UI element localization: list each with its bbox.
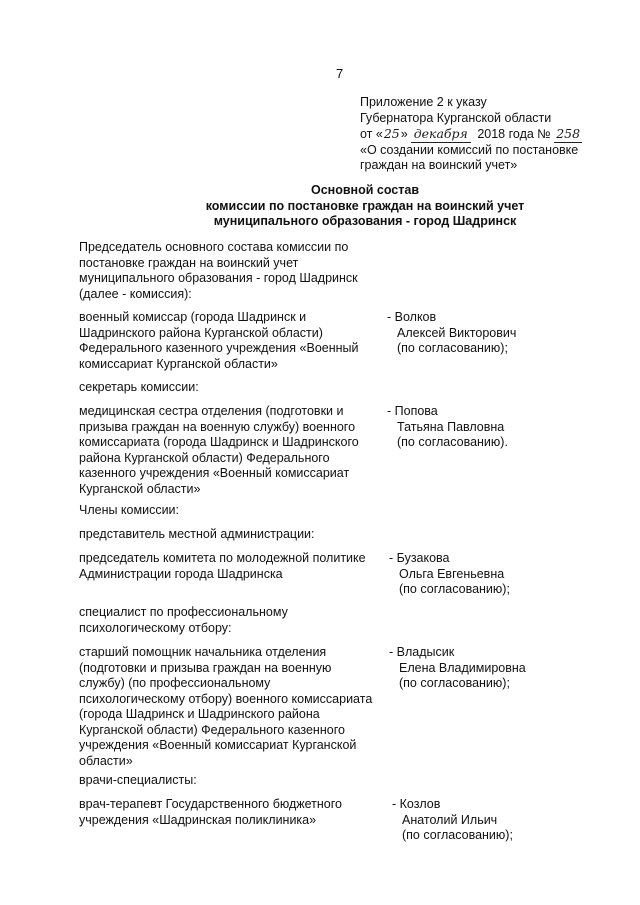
local-admin-label: представитель местной администрации: bbox=[79, 527, 315, 541]
handwritten-month: декабря bbox=[411, 126, 471, 143]
psych-label-line-2: психологическому отбору: bbox=[79, 620, 232, 635]
position-line: старший помощник начальника отделения bbox=[79, 645, 327, 659]
member-person bbox=[389, 551, 510, 598]
member-surname: - Бузакова bbox=[389, 551, 450, 565]
date-prefix: от « bbox=[360, 127, 383, 141]
position-line: военный комиссар (города Шадринск и bbox=[79, 310, 307, 324]
position-line: (города Шадринск и Шадринского района bbox=[79, 707, 320, 721]
position-line: психологическому отбору) военного комиссариата bbox=[79, 691, 373, 706]
handwritten-day: 25 bbox=[383, 126, 400, 141]
document-title bbox=[150, 183, 580, 230]
member-note: (по согласованию). bbox=[397, 435, 508, 449]
member-position bbox=[79, 310, 359, 372]
position-line: района Курганской области) Федерального bbox=[79, 450, 330, 465]
member-row bbox=[79, 645, 599, 769]
position-line: медицинская сестра отделения (подготовки и bbox=[79, 404, 344, 418]
member-row bbox=[79, 404, 599, 497]
date-mid: » bbox=[400, 127, 408, 141]
member-position bbox=[79, 645, 372, 769]
appendix-date-line bbox=[360, 126, 610, 143]
member-row bbox=[79, 551, 599, 597]
member-name: Алексей Викторович bbox=[397, 325, 517, 340]
appendix-header bbox=[360, 95, 610, 174]
member-position bbox=[79, 404, 359, 497]
position-line: Шадринского района Курганской области) bbox=[79, 325, 323, 340]
appendix-line-2: Губернатора Курганской области bbox=[360, 110, 552, 125]
position-line: Федерального казенного учреждения «Военный bbox=[79, 341, 359, 355]
title-line-2: комиссии по постановке граждан на воинский учет bbox=[205, 198, 525, 213]
member-note: (по согласованию); bbox=[397, 341, 508, 355]
appendix-line-5: граждан на воинский учет» bbox=[360, 158, 518, 172]
member-note: (по согласованию); bbox=[399, 582, 510, 596]
position-line: врач-терапевт Государственного бюджетного bbox=[79, 797, 343, 811]
position-line: комиссариат Курганской области» bbox=[79, 356, 278, 371]
members-label: Члены комиссии: bbox=[79, 503, 180, 517]
secretary-label: секретарь комиссии: bbox=[79, 380, 199, 394]
member-note: (по согласованию); bbox=[402, 828, 513, 842]
member-note: (по согласованию); bbox=[399, 676, 510, 690]
position-line: Курганской области) Федерального казенного bbox=[79, 722, 345, 737]
member-surname: - Козлов bbox=[392, 797, 441, 811]
member-name: Елена Владимировна bbox=[399, 660, 526, 675]
member-person bbox=[387, 404, 508, 451]
position-line: Администрации города Шадринска bbox=[79, 566, 283, 581]
doctors-label: врачи-специалисты: bbox=[79, 773, 197, 787]
position-line: казенного учреждения «Военный комиссариат bbox=[79, 466, 350, 480]
position-line: председатель комитета по молодежной политике bbox=[79, 551, 366, 565]
member-row bbox=[79, 310, 599, 372]
member-name: Татьяна Павловна bbox=[397, 419, 505, 434]
member-surname: - Попова bbox=[387, 404, 438, 418]
position-line: учреждения «Шадринская поликлиника» bbox=[79, 812, 317, 827]
position-line: области» bbox=[79, 753, 133, 768]
appendix-line-4: «О создании комиссий по постановке bbox=[360, 142, 579, 157]
page-number: 7 bbox=[336, 66, 344, 81]
member-row bbox=[79, 797, 599, 843]
handwritten-number: 258 bbox=[556, 126, 581, 141]
appendix-line-1: Приложение 2 к указу bbox=[360, 95, 487, 109]
position-line: призыва граждан на военную службу) военного bbox=[79, 419, 356, 434]
member-person bbox=[387, 310, 516, 357]
member-position bbox=[79, 797, 342, 828]
title-line-1: Основной состав bbox=[310, 183, 420, 197]
member-name: Ольга Евгеньевна bbox=[399, 566, 505, 581]
year-text: 2018 года № bbox=[477, 127, 551, 141]
position-line: Курганской области» bbox=[79, 481, 201, 496]
member-surname: - Волков bbox=[387, 310, 437, 324]
member-name: Анатолий Ильич bbox=[402, 812, 498, 827]
psych-label-line-1: специалист по профессиональному bbox=[79, 605, 288, 619]
chairman-line-4: (далее - комиссия): bbox=[79, 286, 192, 301]
chairman-line-3: муниципального образования - город Шадринск bbox=[79, 271, 358, 285]
title-line-3: муниципального образования - город Шадринск bbox=[213, 214, 517, 228]
member-person bbox=[392, 797, 513, 844]
member-person bbox=[389, 645, 526, 692]
position-line: учреждения «Военный комиссариат Курганской bbox=[79, 738, 357, 752]
psych-label bbox=[79, 605, 288, 636]
chairman-block bbox=[79, 240, 599, 302]
member-position bbox=[79, 551, 366, 582]
member-surname: - Владысик bbox=[389, 645, 455, 659]
position-line: службу) (по профессиональному bbox=[79, 676, 271, 690]
position-line: (подготовки и призыва граждан на военную bbox=[79, 660, 332, 675]
position-line: комиссариата (города Шадринск и Шадринского bbox=[79, 435, 359, 449]
chairman-line-2: постановке граждан на воинский учет bbox=[79, 255, 299, 270]
chairman-line-1: Председатель основного состава комиссии по bbox=[79, 240, 349, 254]
